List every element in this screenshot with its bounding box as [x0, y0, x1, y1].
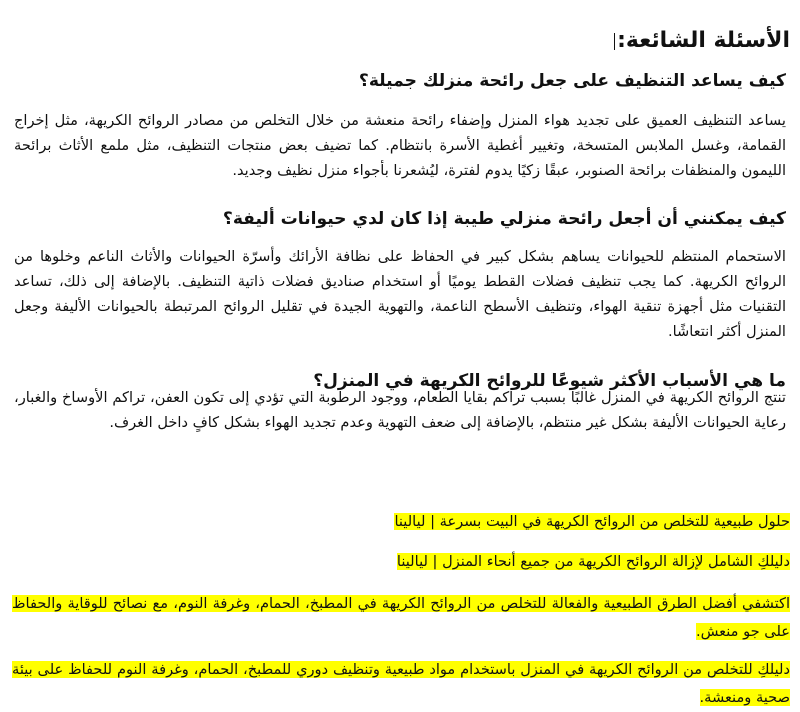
highlighted-text: دليلكِ للتخلص من الروائح الكريهة في المنزل باستخدام مواد طبيعية وتنظيف دوري للمطبخ، الحمام، وغرفة النوم للحفاظ على بيئة صحية ومنعشة. — [12, 661, 790, 706]
highlighted-title-2 — [12, 548, 790, 576]
faq-answer-1: يساعد التنظيف العميق على تجديد هواء المنزل وإضفاء رائحة منعشة من خلال التخلص من مصادر الروائح الكريهة، مثل إخراج القمامة، وغسل الملابس المتسخة، وتغيير أغطية الأسرة بانتظام. كما تضيف بعض منتجات التنظيف، مثل ملمع الأثاث برائحة الليمون والمنظفات برائحة الصنوبر، عبقًا زكيًا يدوم لفترة، ليُشعرنا بأجواء منزل نظيف وجديد. — [14, 112, 786, 179]
faq-question-1: كيف يساعد التنظيف على جعل رائحة منزلك جميلة؟ — [358, 71, 786, 91]
highlighted-title-1 — [12, 508, 790, 536]
faq-answer-2: الاستحمام المنتظم للحيوانات يساهم بشكل كبير في الحفاظ على نظافة الأرائك وأسرّة الحيوانات والأثاث الناعم وخلوها من الروائح الكريهة. كما يجب تنظيف فضلات القطط يوميًا أو استخدام صناديق فضلات ذاتية التنظيف. بالإضافة إلى ذلك، تساعد التقنيات مثل أجهزة تنقية الهواء، وتنظيف الأسطح الناعمة، والتهوية الجيدة في تقليل الروائح المرتبطة بالحيوانات الأليفة وجعل المنزل أكثر انتعاشًا. — [14, 248, 786, 340]
highlighted-text: حلول طبيعية للتخلص من الروائح الكريهة في البيت بسرعة | ليالينا — [394, 513, 790, 530]
faq-title-text: الأسئلة الشائعة: — [617, 28, 790, 53]
highlighted-text: دليلكِ الشامل لإزالة الروائح الكريهة من جميع أنحاء المنزل | ليالينا — [396, 553, 790, 570]
highlighted-text: اكتشفي أفضل الطرق الطبيعية والفعالة للتخلص من الروائح الكريهة في المطبخ، الحمام، وغرفة النوم، مع نصائح للوقاية والحفاظ على جو منعش. — [12, 595, 790, 640]
faq-question-2: كيف يمكنني أن أجعل رائحة منزلي طيبة إذا كان لدي حيوانات أليفة؟ — [222, 209, 786, 229]
highlighted-description-1 — [12, 590, 790, 646]
faq-answer-3: تنتج الروائح الكريهة في المنزل غالبًا بسبب تراكم بقايا الطعام، ووجود الرطوبة التي تؤدي إلى تكون العفن، تراكم الأوساخ والغبار، رعاية الحيوانات الأليفة بشكل غير منتظم، بالإضافة إلى ضعف التهوية وعدم تجديد الهواء بشكل كافٍ داخل الغرف. — [14, 389, 786, 431]
highlighted-description-2 — [12, 656, 790, 712]
faq-section-title — [614, 30, 790, 52]
text-cursor — [614, 33, 615, 50]
faq-question-3: ما هي الأسباب الأكثر شيوعًا للروائح الكريهة في المنزل؟ — [313, 371, 786, 391]
